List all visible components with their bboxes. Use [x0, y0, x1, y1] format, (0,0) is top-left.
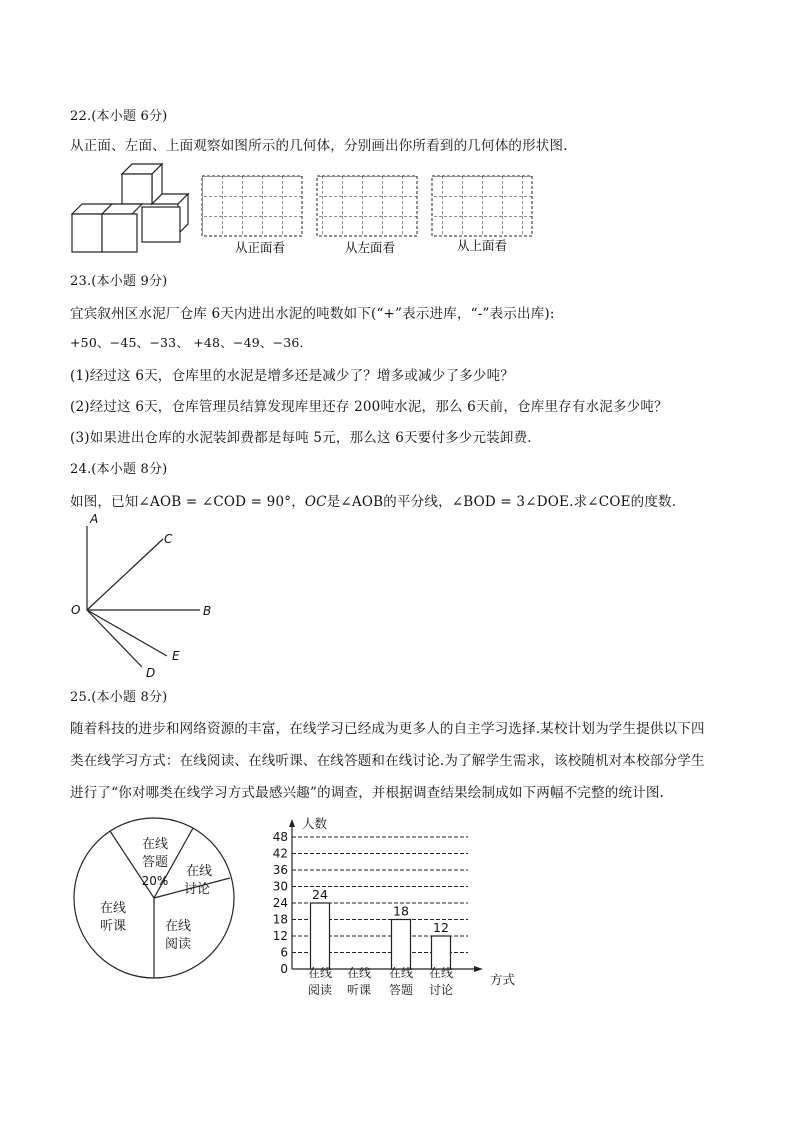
pie-read-l2: 阅读: [164, 937, 192, 952]
y-tick-label: 36: [272, 863, 288, 877]
q25-header: 25.(本小题 8分): [70, 690, 168, 705]
q24-text: [70, 490, 676, 510]
label-O: O: [71, 603, 81, 617]
q24-header: 24.(本小题 8分): [70, 462, 168, 477]
q23-sub3: (3)如果进出仓库的水泥装卸费都是每吨 5元，那么这 6天要付多少元装卸费.: [70, 430, 532, 446]
bar-value-label: 24: [312, 887, 328, 902]
cube-solid-figure: [70, 162, 195, 256]
q23-numbers: +50、−45、−33、 +48、−49、−36.: [70, 335, 304, 350]
label-C: C: [164, 532, 173, 546]
grid-top: [432, 176, 532, 236]
y-tick-label: 48: [272, 830, 288, 844]
x-category-label: 讨论: [428, 983, 454, 997]
q25-line1: 随着科技的进步和网络资源的丰富，在线学习已经成为更多人的自主学习选择.某校计划为学生提供以下四: [70, 721, 705, 737]
y-tick-label: 24: [272, 896, 288, 910]
x-category-label: 答题: [388, 983, 414, 997]
ray-OC: [87, 539, 163, 610]
y-tick-label: 12: [272, 929, 288, 943]
y-tick-label: 0: [280, 962, 288, 976]
q22-header: 22.(本小题 6分): [70, 109, 168, 124]
bar-value-label: 12: [433, 920, 449, 935]
pie-answer-l2: 答题: [141, 855, 169, 870]
y-tick-label: 18: [272, 912, 288, 927]
x-category-label: 阅读: [307, 983, 333, 997]
pie-answer-pct: 20%: [141, 874, 169, 888]
q24-text-oc: OC: [304, 494, 327, 510]
q23-intro: 宜宾叙州区水泥厂仓库 6天内进出水泥的吨数如下(“+”表示进库，“-”表示出库):: [70, 306, 555, 322]
q25-line2: 类在线学习方式：在线阅读、在线听课、在线答题和在线讨论.为了解学生需求，该校随机对本校部分学生: [70, 753, 705, 769]
x-axis-title: 方式: [490, 972, 516, 987]
x-axis-arrow: [474, 966, 483, 972]
pie-discuss-l2: 讨论: [183, 882, 211, 897]
drawing-grids: [200, 172, 545, 260]
angle-figure: [66, 510, 226, 685]
grid-label-left: 从左面看: [344, 240, 396, 255]
grid-front: [202, 176, 302, 236]
x-category-label: 在线: [428, 966, 454, 980]
q23-sub2: (2)经过这 6天，仓库管理员结算发现库里还存 200吨水泥，那么 6天前，仓库里存有水泥多少吨？: [70, 399, 668, 415]
pie-chart: [72, 812, 242, 984]
q25-line3: 进行了“你对哪类在线学习方式最感兴趣”的调查，并根据调查结果绘制成如下两幅不完整的统计图.: [70, 785, 665, 801]
pie-listen-l1: 在线: [99, 901, 127, 916]
label-D: D: [146, 666, 156, 680]
ray-OD: [87, 610, 142, 667]
q23-header: 23.(本小题 9分): [70, 274, 168, 289]
grid-label-front: 从正面看: [234, 240, 286, 255]
y-tick-label: 30: [272, 879, 288, 894]
q23-sub1: (1)经过这 6天，仓库里的水泥是增多还是减少了？增多或减少了多少吨？: [70, 368, 515, 384]
pie-listen-l2: 听课: [99, 919, 127, 934]
q22-text: 从正面、左面、上面观察如图所示的几何体，分别画出你所看到的几何体的形状图.: [70, 138, 568, 154]
x-category-label: 在线: [307, 966, 333, 980]
pie-answer-l1: 在线: [141, 837, 169, 852]
ray-OE: [87, 610, 167, 656]
y-axis-arrow: [289, 819, 295, 827]
x-category-label: 在线: [346, 966, 372, 980]
label-E: E: [172, 649, 180, 663]
bar: [432, 936, 451, 969]
bar: [311, 903, 330, 969]
q24-text-pre: 如图，已知∠AOB = ∠COD = 90°，: [70, 494, 305, 510]
y-tick-label: 6: [280, 945, 288, 960]
bar-value-label: 18: [393, 903, 409, 919]
x-category-label: 听课: [346, 983, 372, 997]
pie-read-l1: 在线: [164, 919, 192, 934]
grid-label-top: 从上面看: [456, 238, 508, 253]
pie-discuss-l1: 在线: [185, 864, 213, 879]
bar: [392, 920, 411, 970]
y-axis-title: 人数: [302, 816, 328, 831]
label-B: B: [203, 604, 212, 618]
x-category-label: 在线: [388, 966, 414, 980]
q24-text-post: 是∠AOB的平分线，∠BOD = 3∠DOE.求∠COE的度数.: [326, 494, 677, 510]
bar-chart: [258, 810, 538, 1010]
grid-left: [317, 176, 417, 236]
label-A: A: [90, 512, 99, 526]
y-tick-label: 42: [272, 846, 288, 861]
